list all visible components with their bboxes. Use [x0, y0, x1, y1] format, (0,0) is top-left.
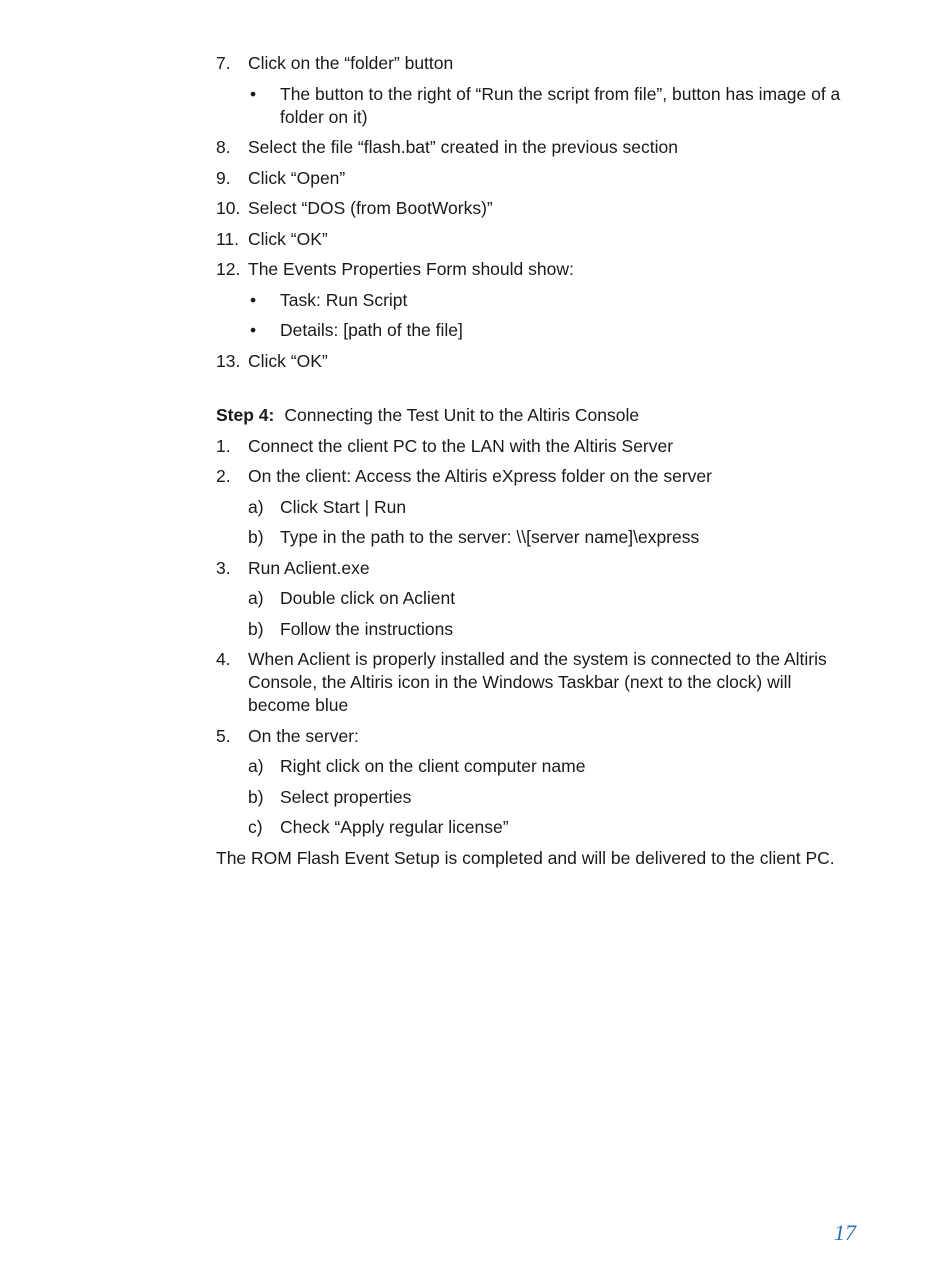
- sub-item: [216, 618, 856, 641]
- list-item: [216, 197, 856, 220]
- list-text: Select the file “flash.bat” created in the previous section: [248, 137, 678, 157]
- list-text: When Aclient is properly installed and the system is connected to the Altiris Console, the Altiris icon in the Windows Taskbar (next to the clock) will become blue: [248, 649, 827, 715]
- list-number: 8.: [216, 137, 231, 157]
- bullet-icon: •: [250, 320, 257, 340]
- bullet-text: Task: Run Script: [280, 289, 408, 310]
- sub-item: [216, 496, 856, 519]
- list-number: 2.: [216, 466, 231, 486]
- sub-item: [216, 816, 856, 839]
- list-item: [216, 465, 856, 488]
- list-item: [216, 557, 856, 580]
- document-body: [216, 52, 856, 877]
- list-text: Click on the “folder” button: [248, 53, 454, 73]
- list-text: Connect the client PC to the LAN with the Altiris Server: [248, 435, 674, 456]
- sub-letter: a): [248, 588, 264, 608]
- sub-text: Type in the path to the server: \\[server name]\express: [280, 527, 700, 547]
- sub-letter: a): [248, 496, 264, 517]
- bullet-icon: •: [250, 289, 257, 310]
- list-number: 10.: [216, 198, 241, 218]
- list-item: [216, 136, 856, 159]
- section-spacer: [216, 380, 856, 404]
- procedure-list-continued: [216, 52, 856, 373]
- sub-text: Follow the instructions: [280, 618, 454, 639]
- bullet-icon: •: [250, 83, 257, 104]
- list-text: Run Aclient.exe: [248, 557, 370, 578]
- list-number: 7.: [216, 53, 231, 73]
- list-text: The Events Properties Form should show:: [248, 259, 574, 279]
- bullet-text: Details: [path of the file]: [280, 320, 463, 340]
- sub-letter: a): [248, 756, 264, 776]
- page-number: 17: [834, 1220, 856, 1245]
- sub-text: Select properties: [280, 786, 412, 807]
- list-item: [216, 228, 856, 251]
- list-number: 12.: [216, 259, 241, 279]
- bullet-item: [216, 289, 856, 312]
- list-number: 5.: [216, 725, 231, 746]
- step4-list: [216, 435, 856, 840]
- sub-item: [216, 755, 856, 778]
- list-item: [216, 52, 856, 75]
- bullet-text: The button to the right of “Run the script from file”, button has image of a folder on it): [280, 83, 841, 127]
- list-number: 9.: [216, 167, 231, 188]
- sub-item: [216, 587, 856, 610]
- step-label: Step 4:: [216, 405, 275, 425]
- list-number: 13.: [216, 350, 241, 371]
- list-item: [216, 435, 856, 458]
- list-text: Click “OK”: [248, 350, 328, 371]
- step-title: Connecting the Test Unit to the Altiris Console: [284, 405, 640, 425]
- list-text: On the server:: [248, 725, 359, 746]
- list-text: Select “DOS (from BootWorks)”: [248, 198, 493, 218]
- sub-item: [216, 786, 856, 809]
- list-item: [216, 648, 856, 717]
- sub-text: Check “Apply regular license”: [280, 817, 509, 837]
- list-item: [216, 725, 856, 748]
- list-item: [216, 167, 856, 190]
- sub-letter: c): [248, 817, 263, 837]
- list-number: 1.: [216, 435, 231, 456]
- bullet-item: [216, 83, 856, 129]
- sub-letter: b): [248, 618, 264, 639]
- list-number: 3.: [216, 557, 231, 578]
- closing-paragraph: The ROM Flash Event Setup is completed and will be delivered to the client PC.: [216, 847, 835, 868]
- list-text: Click “OK”: [248, 228, 328, 249]
- bullet-item: [216, 319, 856, 342]
- sub-letter: b): [248, 527, 264, 547]
- list-number: 11.: [216, 228, 240, 249]
- list-text: Click “Open”: [248, 167, 346, 188]
- sub-text: Click Start | Run: [280, 496, 407, 517]
- sub-item: [216, 526, 856, 549]
- sub-text: Double click on Aclient: [280, 588, 456, 608]
- sub-text: Right click on the client computer name: [280, 756, 586, 776]
- list-text: On the client: Access the Altiris eXpress folder on the server: [248, 466, 712, 486]
- list-item: [216, 258, 856, 281]
- list-item: [216, 350, 856, 373]
- sub-letter: b): [248, 786, 264, 807]
- step-heading: [216, 404, 856, 427]
- list-number: 4.: [216, 649, 231, 669]
